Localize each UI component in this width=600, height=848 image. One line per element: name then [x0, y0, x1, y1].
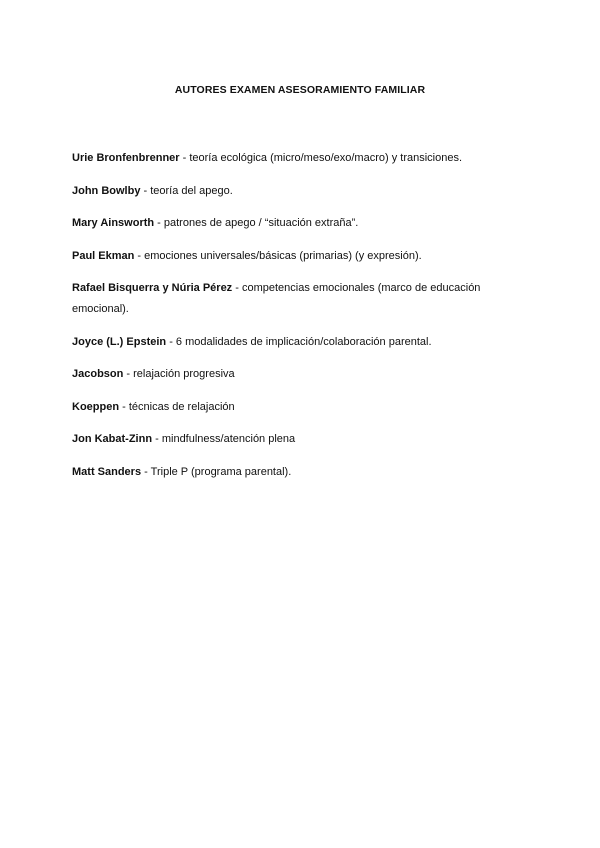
author-description: - patrones de apego / “situación extraña”. — [154, 217, 359, 229]
author-description: - mindfulness/atención plena — [152, 433, 296, 445]
author-name: Koeppen — [72, 400, 120, 413]
author-description: - emociones universales/básicas (primarias) (y expresión). — [134, 249, 422, 262]
author-name: Paul Ekman — [72, 249, 135, 262]
author-description: - competencias emocionales (marco de educación emocional). — [72, 282, 481, 315]
document-title: AUTORES EXAMEN ASESORAMIENTO FAMILIAR — [174, 84, 426, 96]
author-name: Urie Bronfenbrenner — [72, 152, 180, 164]
author-name: Jon Kabat-Zinn — [72, 433, 153, 445]
author-description: - relajación progresiva — [123, 368, 235, 380]
author-name: Joyce (L.) Epstein — [72, 335, 167, 348]
author-name: Mary Ainsworth — [72, 217, 155, 229]
author-entry — [72, 213, 532, 234]
author-name: Matt Sanders — [72, 465, 142, 478]
author-entry — [72, 278, 532, 320]
author-description: - teoría ecológica (micro/meso/exo/macro) y transiciones. — [179, 152, 463, 164]
author-entry — [72, 181, 532, 202]
author-entry — [72, 462, 532, 483]
author-entry — [72, 429, 532, 450]
author-description: - técnicas de relajación — [119, 400, 235, 413]
author-description: - teoría del apego. — [140, 184, 233, 197]
author-entry — [72, 364, 532, 385]
author-entry — [72, 148, 532, 169]
author-description: - Triple P (programa parental). — [141, 465, 292, 478]
author-name: Jacobson — [72, 368, 124, 380]
author-list — [72, 148, 532, 494]
author-entry — [72, 397, 532, 418]
author-entry — [72, 332, 532, 353]
author-description: - 6 modalidades de implicación/colaboración parental. — [166, 335, 432, 348]
author-name: Rafael Bisquerra y Núria Pérez — [72, 282, 233, 294]
author-entry — [72, 246, 532, 267]
author-name: John Bowlby — [72, 184, 141, 197]
